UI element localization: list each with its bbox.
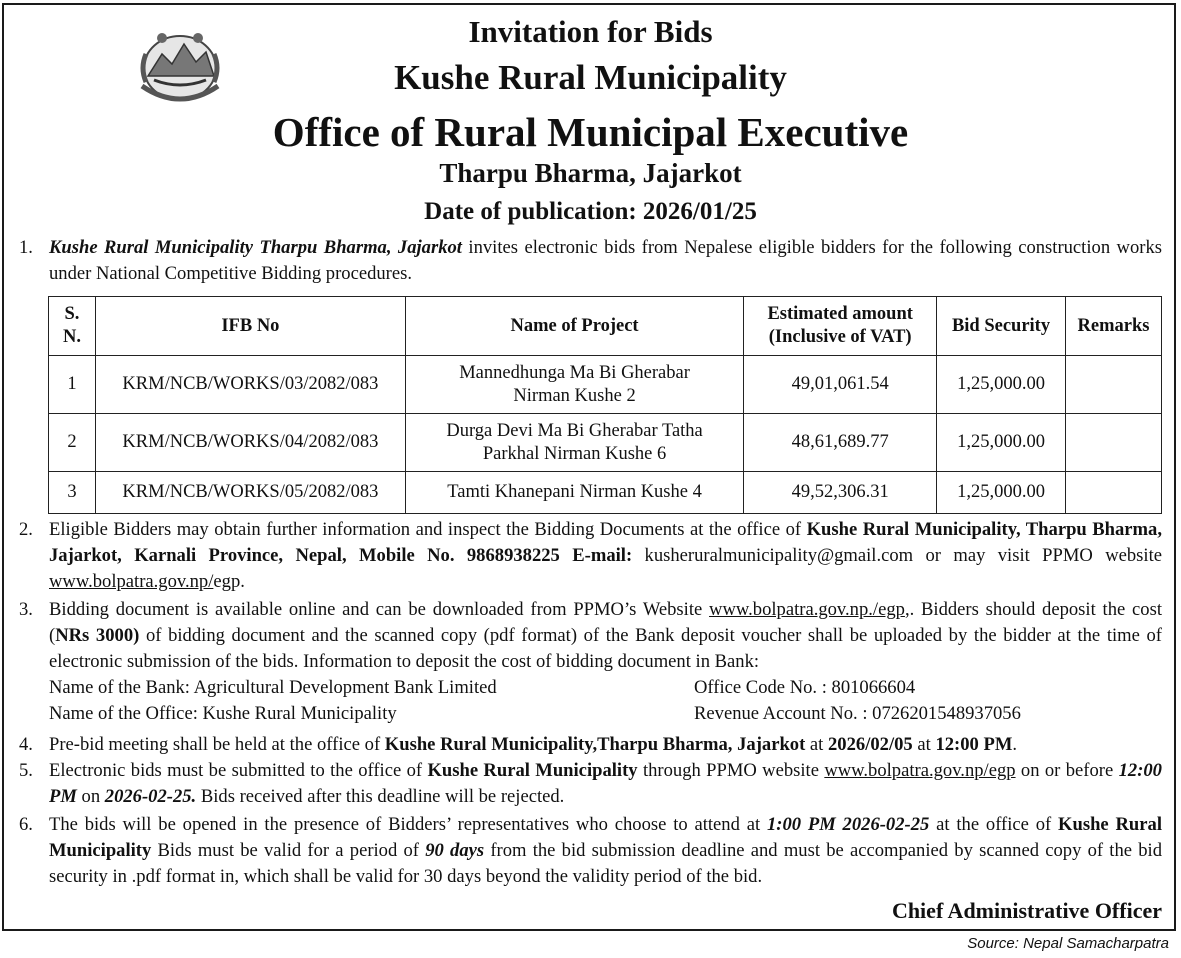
table-header-row xyxy=(49,297,1162,356)
header-amount: Estimated amount (Inclusive of VAT) xyxy=(744,297,937,356)
table-row: 2 KRM/NCB/WORKS/04/2082/083 Durga Devi Ma Bi Gherabar Tatha Parkhal Nirman Kushe 6 48,61,689.77 1,25,000.00 xyxy=(49,414,1162,472)
office-name: Name of the Office: Kushe Rural Municipality xyxy=(49,703,397,724)
ppmo-link[interactable]: www.bolpatra.gov.np/ xyxy=(49,571,214,592)
paragraph-number: 1. xyxy=(19,237,33,258)
ppmo-link[interactable]: www.bolpatra.gov.np/egp xyxy=(824,760,1016,781)
header-sn: S. N. xyxy=(49,297,96,356)
paragraph-number: 6. xyxy=(19,814,33,835)
paragraph-3: 3. Bidding document is available online and can be downloaded from PPMO’s Website www.bolpatra.gov.np./egp,. Bidders should deposit the cost (NRs 3000) of bidding document and the scanned copy (pdf format) of the Bank deposit voucher shall be uploaded by the bidder at the time of electronic submission of the bids. Information to deposit the cost of bidding document in Bank: Name of the Bank: Agricultural Development Bank Limited Office Code No. : 801066604 Name of the Office: Kushe Rural Municipality Revenue Account No. : 0726201548937056 xyxy=(49,597,1162,727)
ppmo-link[interactable]: www.bolpatra.gov.np./egp xyxy=(709,599,905,620)
title-municipality: Kushe Rural Municipality xyxy=(394,58,787,97)
table-row: 1 KRM/NCB/WORKS/03/2082/083 Mannedhunga Ma Bi Gherabar Nirman Kushe 2 49,01,061.54 1,25,000.00 xyxy=(49,356,1162,414)
paragraph-number: 4. xyxy=(19,734,33,755)
signature: Chief Administrative Officer xyxy=(891,898,1162,923)
header-security: Bid Security xyxy=(937,297,1066,356)
office-code: Office Code No. : 801066604 xyxy=(694,677,916,698)
paragraph-4: 4. Pre-bid meeting shall be held at the office of Kushe Rural Municipality,Tharpu Bharma, Jajarkot at 2026/02/05 at 12:00 PM. xyxy=(49,732,1162,758)
title-invitation: Invitation for Bids xyxy=(468,14,713,49)
paragraph-2: 2. Eligible Bidders may obtain further information and inspect the Bidding Documents at the office of Kushe Rural Municipality, Tharpu Bharma, Jajarkot, Karnali Province, Nepal, Mobile No. 9868938225 E-mail: kusheruralmunicipality@gmail.com or may visit PPMO website www.bolpatra.gov.np/egp. xyxy=(19,519,1162,592)
header-ifb: IFB No xyxy=(95,297,405,356)
paragraph-1-lead: Kushe Rural Municipality Tharpu Bharma, Jajarkot xyxy=(49,237,462,258)
bank-name: Name of the Bank: Agricultural Development Bank Limited xyxy=(49,677,497,698)
title-address: Tharpu Bharma, Jajarkot xyxy=(439,158,742,188)
header-project: Name of Project xyxy=(405,297,743,356)
paragraph-5: 5. Electronic bids must be submitted to the office of Kushe Rural Municipality through PPMO website www.bolpatra.gov.np/egp on or before 12:00 PM on 2026-02-25. Bids received after this deadline will be rejected. xyxy=(19,760,1162,807)
paragraph-number: 5. xyxy=(19,760,33,781)
bank-info-row xyxy=(49,675,1162,701)
header-remarks: Remarks xyxy=(1065,297,1161,356)
source-credit: Source: Nepal Samacharpatra xyxy=(967,935,1169,952)
paragraph-number: 3. xyxy=(19,599,33,620)
bids-table xyxy=(48,296,1162,514)
bank-info-row xyxy=(49,701,1162,727)
table-row: 3 KRM/NCB/WORKS/05/2082/083 Tamti Khanepani Nirman Kushe 4 49,52,306.31 1,25,000.00 xyxy=(49,472,1162,514)
publication-date: Date of publication: 2026/01/25 xyxy=(424,198,757,225)
title-office: Office of Rural Municipal Executive xyxy=(272,109,909,155)
paragraph-1: 1. Kushe Rural Municipality Tharpu Bharma, Jajarkot invites electronic bids from Nepalese eligible bidders for the following construction works under National Competitive Bidding procedures. xyxy=(19,237,1163,284)
paragraph-6: 6. The bids will be opened in the presence of Bidders’ representatives who choose to attend at 1:00 PM 2026-02-25 at the office of Kushe Rural Municipality Bids must be valid for a period of 90 days from the bid submission deadline and must be accompanied by scanned copy of the bid security in .pdf format in, which shall be valid for 30 days beyond the validity period of the bid. xyxy=(19,814,1162,887)
paragraph-number: 2. xyxy=(19,519,33,540)
revenue-account: Revenue Account No. : 0726201548937056 xyxy=(694,703,1021,724)
